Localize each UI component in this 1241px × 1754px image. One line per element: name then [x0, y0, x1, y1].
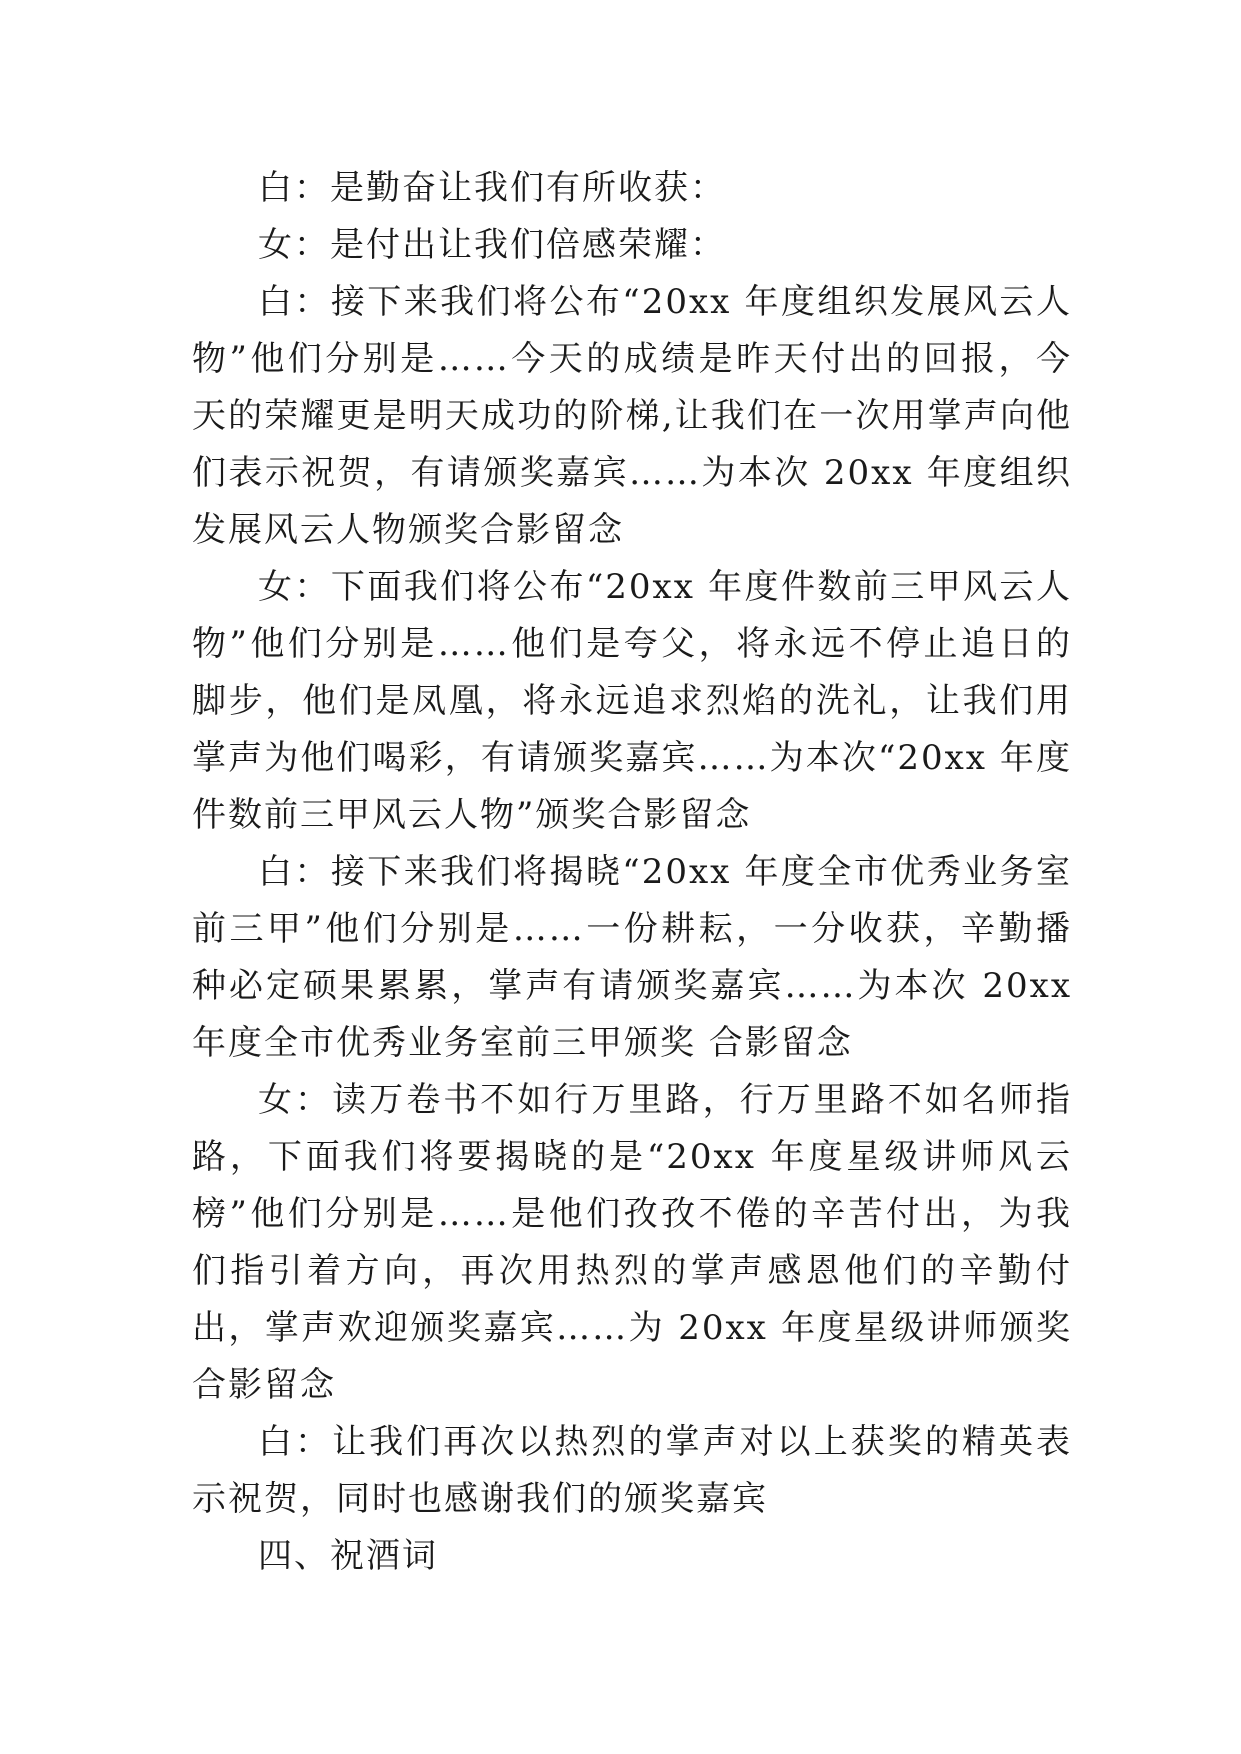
paragraph-6: 女：读万卷书不如行万里路，行万里路不如名师指路，下面我们将要揭晓的是“20xx 年度星级讲师风云榜”他们分别是……是他们孜孜不倦的辛苦付出，为我们指引着方向，再次用热烈的掌声感恩他们的辛勤付出，掌声欢迎颁奖嘉宾……为 20xx 年度星级讲师颁奖 合影留念 — [192, 1080, 1072, 1405]
paragraph-4: 女：下面我们将公布“20xx 年度件数前三甲风云人物”他们分别是……他们是夸父，将永远不停止追日的脚步，他们是凤凰，将永远追求烈焰的洗礼，让我们用掌声为他们喝彩，有请颁奖嘉宾……为本次“20xx 年度件数前三甲风云人物”颁奖合影留念 — [192, 567, 1072, 835]
paragraph-7: 白：让我们再次以热烈的掌声对以上获奖的精英表示祝贺，同时也感谢我们的颁奖嘉宾 — [192, 1422, 1072, 1519]
paragraph-1: 白：是勤奋让我们有所收获： — [258, 168, 726, 208]
section-heading: 四、祝酒词 — [258, 1536, 438, 1576]
paragraph-3: 白：接下来我们将公布“20xx 年度组织发展风云人物”他们分别是……今天的成绩是昨天付出的回报，今天的荣耀更是明天成功的阶梯,让我们在一次用掌声向他们表示祝贺，有请颁奖嘉宾……为本次 20xx 年度组织发展风云人物颁奖合影留念 — [192, 282, 1072, 550]
document-body — [192, 160, 1072, 1585]
paragraph-2: 女：是付出让我们倍感荣耀： — [258, 225, 726, 265]
paragraph-5: 白：接下来我们将揭晓“20xx 年度全市优秀业务室前三甲”他们分别是……一份耕耘，一分收获，辛勤播种必定硕果累累，掌声有请颁奖嘉宾……为本次 20xx 年度全市优秀业务室前三甲颁奖 合影留念 — [192, 852, 1072, 1063]
